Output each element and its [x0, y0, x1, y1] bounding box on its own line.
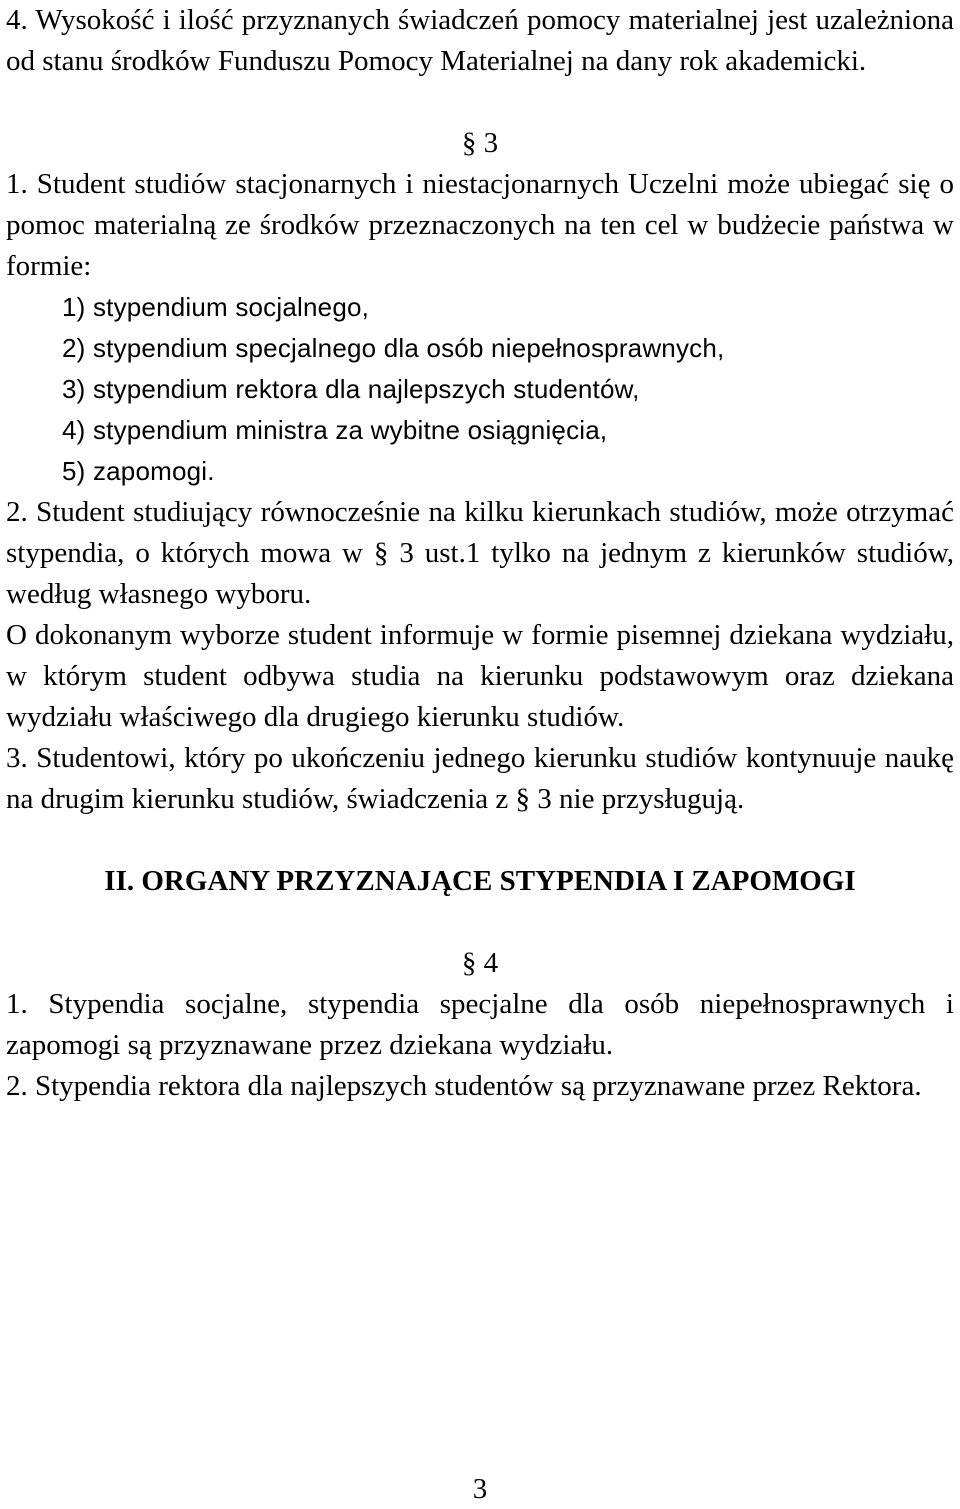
paragraph-4-funding: 4. Wysokość i ilość przyznanych świadczeń pomocy materialnej jest uzależniona od stanu środków Funduszu Pomocy Materialnej na dany rok akademicki. [6, 4, 954, 77]
section-3-paragraph-3: 3. Studentowi, który po ukończeniu jednego kierunku studiów kontynuuje naukę na drugim kierunku studiów, świadczenia z § 3 nie przysługują. [6, 742, 954, 815]
section-3-paragraph-2: 2. Student studiujący równocześnie na kilku kierunkach studiów, może otrzymać stypendia, o których mowa w § 3 ust.1 tylko na jednym z kierunków studiów, według własnego wyboru. [6, 496, 954, 610]
list-item: 4) stypendium ministra za wybitne osiągnięcia, [62, 415, 608, 445]
section-4-paragraph-2: 2. Stypendia rektora dla najlepszych studentów są przyznawane przez Rektora. [6, 1070, 922, 1102]
list-item: 1) stypendium socjalnego, [62, 292, 370, 322]
list-item: 3) stypendium rektora dla najlepszych studentów, [62, 374, 640, 404]
section-3-paragraph-2-continued: O dokonanym wyborze student informuje w formie pisemnej dziekana wydziału, w którym student odbywa studia na kierunku podstawowym oraz dziekana wydziału właściwego dla drugiego kierunku studiów. [6, 619, 954, 733]
document-page [6, 0, 954, 1107]
benefits-list [6, 287, 954, 492]
section-4-number: § 4 [461, 947, 499, 979]
list-item: 5) zapomogi. [62, 456, 215, 486]
page-number: 3 [472, 1473, 488, 1505]
list-item: 2) stypendium specjalnego dla osób niepełnosprawnych, [62, 333, 725, 363]
section-3-number: § 3 [461, 127, 499, 159]
section-4-paragraph-1: 1. Stypendia socjalne, stypendia specjalne dla osób niepełnosprawnych i zapomogi są przyznawane przez dziekana wydziału. [6, 988, 954, 1061]
chapter-heading: II. ORGANY PRZYZNAJĄCE STYPENDIA I ZAPOMOGI [104, 865, 856, 897]
section-3-paragraph-1: 1. Student studiów stacjonarnych i niestacjonarnych Uczelni może ubiegać się o pomoc materialną ze środków przeznaczonych na ten cel w budżecie państwa w formie: [6, 168, 954, 282]
